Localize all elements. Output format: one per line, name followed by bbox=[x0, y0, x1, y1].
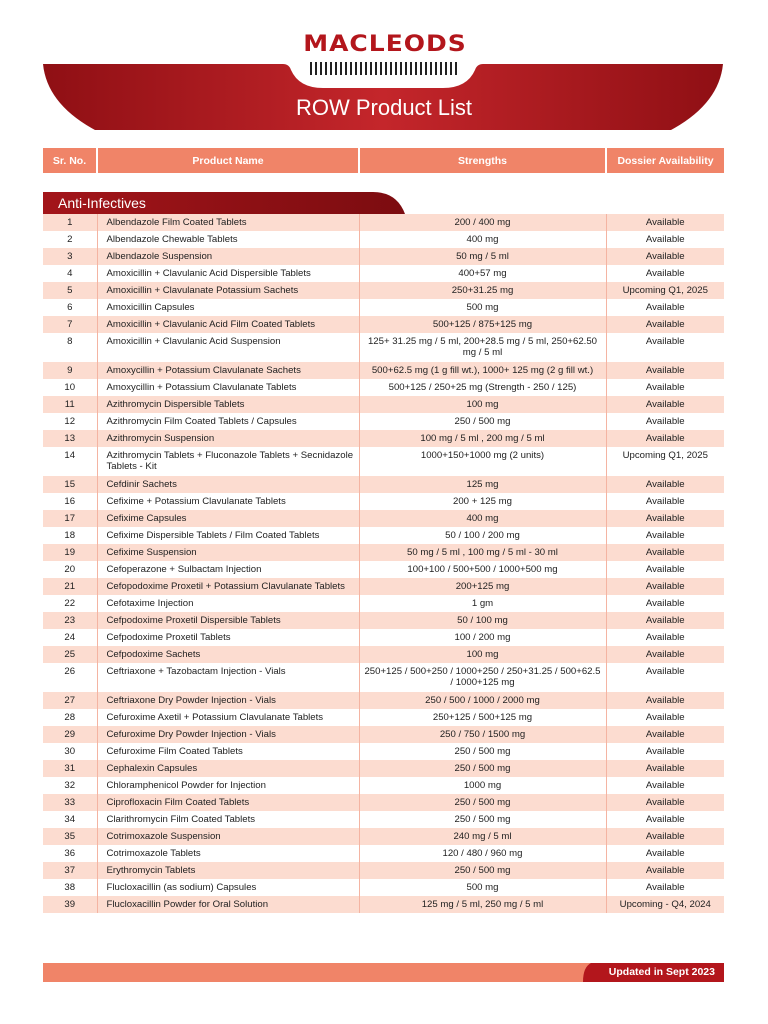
macleods-logo bbox=[290, 30, 480, 88]
table-row bbox=[43, 743, 724, 760]
row-strength: 250 / 500 mg bbox=[359, 862, 606, 879]
row-strength: 1000+150+1000 mg (2 units) bbox=[359, 447, 606, 476]
row-product-name: Cefotaxime Injection bbox=[97, 595, 359, 612]
row-sr-number: 32 bbox=[43, 777, 97, 794]
row-availability: Available bbox=[606, 845, 724, 862]
row-availability: Available bbox=[606, 743, 724, 760]
row-sr-number: 3 bbox=[43, 248, 97, 265]
row-strength: 100 / 200 mg bbox=[359, 629, 606, 646]
row-strength: 120 / 480 / 960 mg bbox=[359, 845, 606, 862]
row-strength: 200 + 125 mg bbox=[359, 493, 606, 510]
row-product-name: Cefoperazone + Sulbactam Injection bbox=[97, 561, 359, 578]
row-availability: Available bbox=[606, 379, 724, 396]
row-product-name: Azithromycin Film Coated Tablets / Capsules bbox=[97, 413, 359, 430]
row-sr-number: 39 bbox=[43, 896, 97, 913]
row-availability: Upcoming - Q4, 2024 bbox=[606, 896, 724, 913]
table-row bbox=[43, 299, 724, 316]
row-sr-number: 16 bbox=[43, 493, 97, 510]
row-sr-number: 26 bbox=[43, 663, 97, 692]
row-availability: Available bbox=[606, 811, 724, 828]
row-availability: Available bbox=[606, 362, 724, 379]
row-sr-number: 7 bbox=[43, 316, 97, 333]
row-product-name: Azithromycin Suspension bbox=[97, 430, 359, 447]
row-product-name: Amoxicillin Capsules bbox=[97, 299, 359, 316]
table-row bbox=[43, 692, 724, 709]
row-sr-number: 10 bbox=[43, 379, 97, 396]
row-sr-number: 11 bbox=[43, 396, 97, 413]
row-sr-number: 5 bbox=[43, 282, 97, 299]
row-product-name: Cefixime Capsules bbox=[97, 510, 359, 527]
row-availability: Available bbox=[606, 578, 724, 595]
row-strength: 200 / 400 mg bbox=[359, 214, 606, 231]
row-strength: 240 mg / 5 ml bbox=[359, 828, 606, 845]
table-row bbox=[43, 493, 724, 510]
table-row bbox=[43, 333, 724, 362]
row-availability: Available bbox=[606, 595, 724, 612]
row-product-name: Clarithromycin Film Coated Tablets bbox=[97, 811, 359, 828]
row-sr-number: 2 bbox=[43, 231, 97, 248]
row-availability: Available bbox=[606, 430, 724, 447]
row-product-name: Cotrimoxazole Suspension bbox=[97, 828, 359, 845]
row-sr-number: 20 bbox=[43, 561, 97, 578]
row-product-name: Cefixime Suspension bbox=[97, 544, 359, 561]
row-product-name: Amoxicillin + Clavulanic Acid Dispersible Tablets bbox=[97, 265, 359, 282]
row-sr-number: 4 bbox=[43, 265, 97, 282]
table-row bbox=[43, 510, 724, 527]
row-sr-number: 1 bbox=[43, 214, 97, 231]
row-product-name: Albendazole Film Coated Tablets bbox=[97, 214, 359, 231]
logo-text: MACLEODS bbox=[303, 30, 467, 57]
table-row bbox=[43, 396, 724, 413]
row-availability: Available bbox=[606, 214, 724, 231]
row-sr-number: 8 bbox=[43, 333, 97, 362]
row-availability: Available bbox=[606, 316, 724, 333]
table-row bbox=[43, 379, 724, 396]
row-sr-number: 37 bbox=[43, 862, 97, 879]
row-availability: Available bbox=[606, 561, 724, 578]
row-strength: 125 mg bbox=[359, 476, 606, 493]
table-row bbox=[43, 709, 724, 726]
table-row bbox=[43, 544, 724, 561]
row-strength: 250 / 500 mg bbox=[359, 794, 606, 811]
row-strength: 250 / 500 mg bbox=[359, 811, 606, 828]
row-availability: Available bbox=[606, 265, 724, 282]
table-row bbox=[43, 794, 724, 811]
row-strength: 500+62.5 mg (1 g fill wt.), 1000+ 125 mg (2 g fill wt.) bbox=[359, 362, 606, 379]
row-strength: 250+125 / 500+125 mg bbox=[359, 709, 606, 726]
row-strength: 50 mg / 5 ml bbox=[359, 248, 606, 265]
row-product-name: Ceftriaxone Dry Powder Injection - Vials bbox=[97, 692, 359, 709]
table-row bbox=[43, 282, 724, 299]
table-row bbox=[43, 760, 724, 777]
row-product-name: Flucloxacillin Powder for Oral Solution bbox=[97, 896, 359, 913]
row-product-name: Cotrimoxazole Tablets bbox=[97, 845, 359, 862]
row-availability: Available bbox=[606, 527, 724, 544]
row-sr-number: 6 bbox=[43, 299, 97, 316]
row-strength: 500 mg bbox=[359, 879, 606, 896]
row-product-name: Cephalexin Capsules bbox=[97, 760, 359, 777]
column-header-strengths: Strengths bbox=[359, 148, 606, 173]
row-strength: 1 gm bbox=[359, 595, 606, 612]
table-row bbox=[43, 527, 724, 544]
row-product-name: Cefuroxime Dry Powder Injection - Vials bbox=[97, 726, 359, 743]
row-strength: 100 mg bbox=[359, 646, 606, 663]
row-availability: Available bbox=[606, 646, 724, 663]
row-strength: 100 mg bbox=[359, 396, 606, 413]
row-sr-number: 18 bbox=[43, 527, 97, 544]
barcode-graphic bbox=[310, 62, 460, 75]
row-product-name: Cefuroxime Film Coated Tablets bbox=[97, 743, 359, 760]
row-strength: 200+125 mg bbox=[359, 578, 606, 595]
table-row bbox=[43, 811, 724, 828]
column-header-dossier: Dossier Availability bbox=[606, 148, 724, 173]
row-strength: 400 mg bbox=[359, 231, 606, 248]
row-product-name: Erythromycin Tablets bbox=[97, 862, 359, 879]
row-availability: Upcoming Q1, 2025 bbox=[606, 282, 724, 299]
row-strength: 100 mg / 5 ml , 200 mg / 5 ml bbox=[359, 430, 606, 447]
row-availability: Available bbox=[606, 828, 724, 845]
row-availability: Available bbox=[606, 231, 724, 248]
row-product-name: Cefdinir Sachets bbox=[97, 476, 359, 493]
category-label: Anti-Infectives bbox=[58, 195, 146, 211]
row-availability: Available bbox=[606, 879, 724, 896]
row-product-name: Azithromycin Dispersible Tablets bbox=[97, 396, 359, 413]
product-table bbox=[43, 214, 724, 913]
row-product-name: Amoxycillin + Potassium Clavulanate Sachets bbox=[97, 362, 359, 379]
table-row bbox=[43, 845, 724, 862]
row-sr-number: 19 bbox=[43, 544, 97, 561]
row-sr-number: 31 bbox=[43, 760, 97, 777]
column-header-name: Product Name bbox=[97, 148, 359, 173]
row-sr-number: 34 bbox=[43, 811, 97, 828]
row-product-name: Ciprofloxacin Film Coated Tablets bbox=[97, 794, 359, 811]
row-strength: 125 mg / 5 ml, 250 mg / 5 ml bbox=[359, 896, 606, 913]
table-row bbox=[43, 362, 724, 379]
row-availability: Available bbox=[606, 692, 724, 709]
table-row bbox=[43, 231, 724, 248]
row-strength: 250+125 / 500+250 / 1000+250 / 250+31.25 / 500+62.5 / 1000+125 mg bbox=[359, 663, 606, 692]
row-product-name: Chloramphenicol Powder for Injection bbox=[97, 777, 359, 794]
row-availability: Available bbox=[606, 777, 724, 794]
row-sr-number: 23 bbox=[43, 612, 97, 629]
row-availability: Available bbox=[606, 493, 724, 510]
column-header-sr: Sr. No. bbox=[43, 148, 97, 173]
row-strength: 250 / 750 / 1500 mg bbox=[359, 726, 606, 743]
table-row bbox=[43, 316, 724, 333]
row-sr-number: 22 bbox=[43, 595, 97, 612]
table-row bbox=[43, 595, 724, 612]
table-row bbox=[43, 248, 724, 265]
row-strength: 50 / 100 / 200 mg bbox=[359, 527, 606, 544]
table-row bbox=[43, 777, 724, 794]
table-row bbox=[43, 447, 724, 476]
row-sr-number: 13 bbox=[43, 430, 97, 447]
row-strength: 250 / 500 mg bbox=[359, 743, 606, 760]
row-strength: 100+100 / 500+500 / 1000+500 mg bbox=[359, 561, 606, 578]
row-sr-number: 38 bbox=[43, 879, 97, 896]
table-row bbox=[43, 578, 724, 595]
row-sr-number: 24 bbox=[43, 629, 97, 646]
row-sr-number: 28 bbox=[43, 709, 97, 726]
row-availability: Available bbox=[606, 862, 724, 879]
table-row bbox=[43, 214, 724, 231]
updated-date-label: Updated in Sept 2023 bbox=[608, 966, 715, 978]
row-product-name: Amoxicillin + Clavulanic Acid Suspension bbox=[97, 333, 359, 362]
row-product-name: Cefpodoxime Proxetil Tablets bbox=[97, 629, 359, 646]
row-product-name: Amoxicillin + Clavulanic Acid Film Coated Tablets bbox=[97, 316, 359, 333]
row-sr-number: 27 bbox=[43, 692, 97, 709]
row-sr-number: 21 bbox=[43, 578, 97, 595]
table-row bbox=[43, 862, 724, 879]
column-header-row bbox=[43, 148, 724, 173]
row-availability: Available bbox=[606, 248, 724, 265]
row-product-name: Cefuroxime Axetil + Potassium Clavulanate Tablets bbox=[97, 709, 359, 726]
row-strength: 250 / 500 mg bbox=[359, 413, 606, 430]
row-strength: 500 mg bbox=[359, 299, 606, 316]
row-availability: Available bbox=[606, 629, 724, 646]
row-strength: 250 / 500 mg bbox=[359, 760, 606, 777]
row-strength: 250 / 500 / 1000 / 2000 mg bbox=[359, 692, 606, 709]
row-sr-number: 12 bbox=[43, 413, 97, 430]
row-product-name: Cefixime Dispersible Tablets / Film Coated Tablets bbox=[97, 527, 359, 544]
row-availability: Available bbox=[606, 396, 724, 413]
table-row bbox=[43, 413, 724, 430]
row-strength: 50 mg / 5 ml , 100 mg / 5 ml - 30 ml bbox=[359, 544, 606, 561]
table-row bbox=[43, 430, 724, 447]
row-product-name: Albendazole Suspension bbox=[97, 248, 359, 265]
row-availability: Available bbox=[606, 510, 724, 527]
row-sr-number: 25 bbox=[43, 646, 97, 663]
row-sr-number: 33 bbox=[43, 794, 97, 811]
row-sr-number: 17 bbox=[43, 510, 97, 527]
page-title: ROW Product List bbox=[295, 95, 473, 120]
row-sr-number: 15 bbox=[43, 476, 97, 493]
row-availability: Available bbox=[606, 663, 724, 692]
row-availability: Upcoming Q1, 2025 bbox=[606, 447, 724, 476]
row-product-name: Amoxycillin + Potassium Clavulanate Tablets bbox=[97, 379, 359, 396]
table-row bbox=[43, 561, 724, 578]
row-availability: Available bbox=[606, 709, 724, 726]
row-availability: Available bbox=[606, 794, 724, 811]
row-strength: 400+57 mg bbox=[359, 265, 606, 282]
row-strength: 500+125 / 250+25 mg (Strength - 250 / 125) bbox=[359, 379, 606, 396]
row-availability: Available bbox=[606, 760, 724, 777]
row-availability: Available bbox=[606, 476, 724, 493]
table-row bbox=[43, 663, 724, 692]
table-row bbox=[43, 265, 724, 282]
row-sr-number: 9 bbox=[43, 362, 97, 379]
row-availability: Available bbox=[606, 413, 724, 430]
row-sr-number: 29 bbox=[43, 726, 97, 743]
row-product-name: Cefopodoxime Proxetil + Potassium Clavulanate Tablets bbox=[97, 578, 359, 595]
row-product-name: Cefixime + Potassium Clavulanate Tablets bbox=[97, 493, 359, 510]
row-sr-number: 14 bbox=[43, 447, 97, 476]
row-strength: 400 mg bbox=[359, 510, 606, 527]
row-product-name: Flucloxacillin (as sodium) Capsules bbox=[97, 879, 359, 896]
table-row bbox=[43, 896, 724, 913]
row-availability: Available bbox=[606, 299, 724, 316]
row-availability: Available bbox=[606, 726, 724, 743]
row-product-name: Ceftriaxone + Tazobactam Injection - Vials bbox=[97, 663, 359, 692]
row-availability: Available bbox=[606, 544, 724, 561]
row-strength: 500+125 / 875+125 mg bbox=[359, 316, 606, 333]
row-strength: 250+31.25 mg bbox=[359, 282, 606, 299]
table-row bbox=[43, 629, 724, 646]
table-row bbox=[43, 828, 724, 845]
row-product-name: Amoxicillin + Clavulanate Potassium Sachets bbox=[97, 282, 359, 299]
row-strength: 1000 mg bbox=[359, 777, 606, 794]
table-row bbox=[43, 646, 724, 663]
table-row bbox=[43, 476, 724, 493]
table-row bbox=[43, 612, 724, 629]
row-product-name: Cefpodoxime Sachets bbox=[97, 646, 359, 663]
table-row bbox=[43, 879, 724, 896]
row-product-name: Azithromycin Tablets + Fluconazole Tablets + Secnidazole Tablets - Kit bbox=[97, 447, 359, 476]
row-product-name: Albendazole Chewable Tablets bbox=[97, 231, 359, 248]
row-strength: 125+ 31.25 mg / 5 ml, 200+28.5 mg / 5 ml, 250+62.50 mg / 5 ml bbox=[359, 333, 606, 362]
row-product-name: Cefpodoxime Proxetil Dispersible Tablets bbox=[97, 612, 359, 629]
table-row bbox=[43, 726, 724, 743]
row-sr-number: 30 bbox=[43, 743, 97, 760]
row-strength: 50 / 100 mg bbox=[359, 612, 606, 629]
row-sr-number: 36 bbox=[43, 845, 97, 862]
row-availability: Available bbox=[606, 333, 724, 362]
row-availability: Available bbox=[606, 612, 724, 629]
row-sr-number: 35 bbox=[43, 828, 97, 845]
